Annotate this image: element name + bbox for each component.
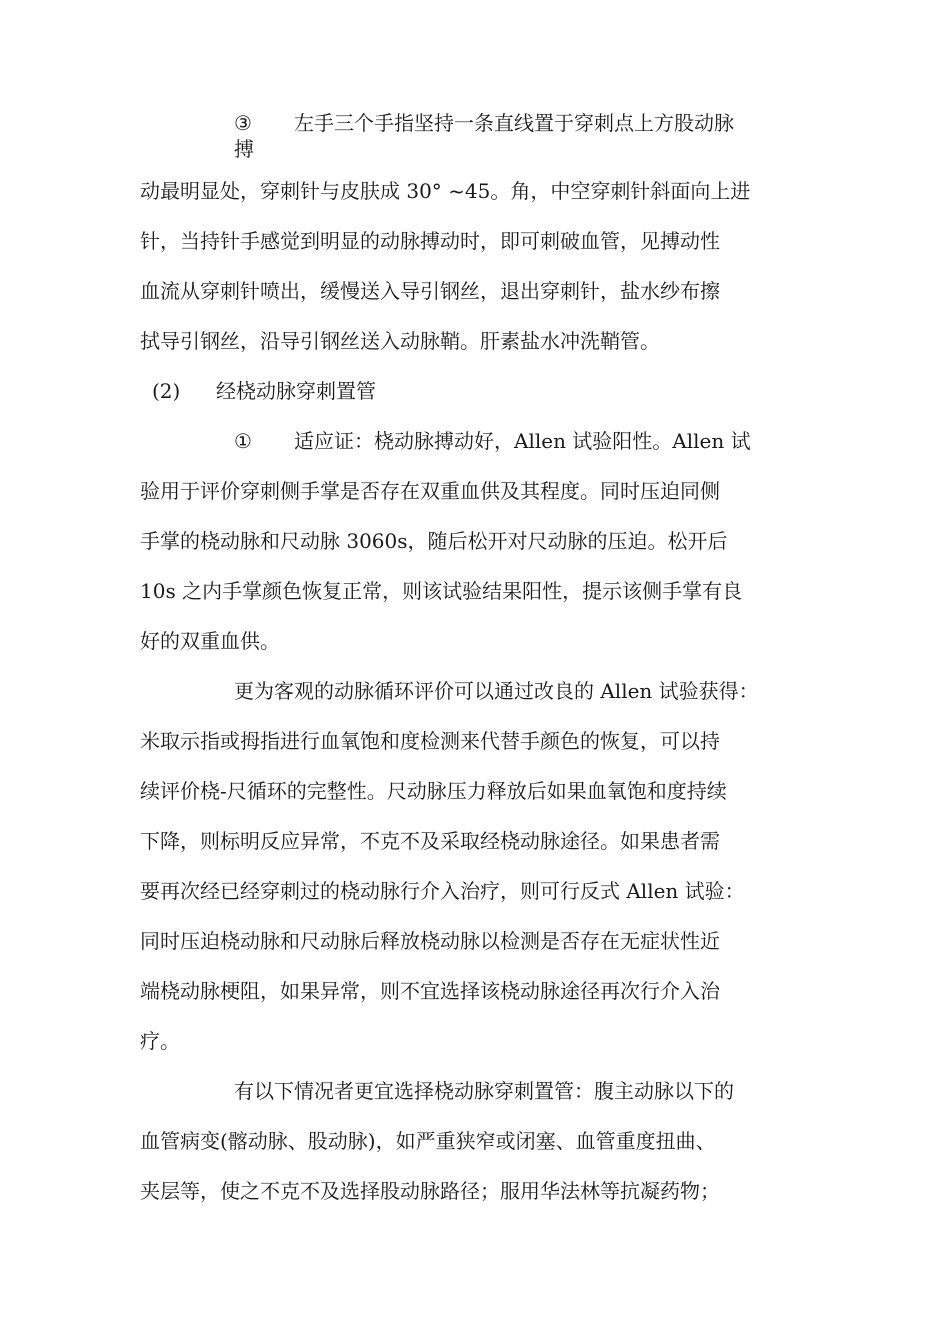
p1-first-line bbox=[234, 110, 734, 136]
section-heading bbox=[152, 378, 376, 404]
section-number: (2) bbox=[152, 379, 181, 403]
p1-marker: ③ bbox=[234, 111, 252, 135]
section-title: 经桡动脉穿刺置管 bbox=[216, 379, 376, 403]
p1-line: 拭导引钢丝，沿导引钢丝送入动脉鞘。肝素盐水冲洗鞘管。 bbox=[140, 329, 660, 353]
p1-line: 动最明显处，穿刺针与皮肤成 30° ~45。角，中空穿刺针斜面向上进 bbox=[140, 179, 751, 203]
p3-line: 续评价桡-尺循环的完整性。尺动脉压力释放后如果血氧饱和度持续 bbox=[140, 779, 727, 803]
p4-first-line: 有以下情况者更宜选择桡动脉穿刺置管：腹主动脉以下的 bbox=[234, 1079, 734, 1103]
p2-line: 好的双重血供。 bbox=[140, 629, 280, 653]
p3-line: 同时压迫桡动脉和尺动脉后释放桡动脉以检测是否存在无症状性近 bbox=[140, 929, 720, 953]
p2-line1-text: 适应证：桡动脉搏动好，Allen 试验阳性。Allen 试 bbox=[294, 429, 751, 453]
p2-line: 验用于评价穿刺侧手掌是否存在双重血供及其程度。同时压迫同侧 bbox=[140, 479, 720, 503]
p1-line: 血流从穿刺针喷出，缓慢送入导引钢丝，退出穿刺针，盐水纱布擦 bbox=[140, 279, 720, 303]
p3-line: 要再次经已经穿刺过的桡动脉行介入治疗，则可行反式 Allen 试验： bbox=[140, 879, 745, 903]
p4-line: 血管病变(髂动脉、股动脉)，如严重狭窄或闭塞、血管重度扭曲、 bbox=[140, 1129, 716, 1153]
p3-first-line: 更为客观的动脉循环评价可以通过改良的 Allen 试验获得： bbox=[234, 679, 759, 703]
p3-line: 端桡动脉梗阻，如果异常，则不宜选择该桡动脉途径再次行介入治 bbox=[140, 979, 720, 1003]
p1-line1-text: 左手三个手指坚持一条直线置于穿刺点上方股动脉 bbox=[294, 111, 734, 135]
p2-line: 手掌的桡动脉和尺动脉 3060s，随后松开对尺动脉的压迫。松开后 bbox=[140, 529, 728, 553]
p2-first-line bbox=[234, 428, 751, 454]
p2-marker: ① bbox=[234, 429, 252, 453]
p1-line: 针，当持针手感觉到明显的动脉搏动时，即可刺破血管，见搏动性 bbox=[140, 229, 720, 253]
p2-line: 10s 之内手掌颜色恢复正常，则该试验结果阳性，提示该侧手掌有良 bbox=[140, 579, 743, 603]
p3-line: 下降，则标明反应异常，不克不及采取经桡动脉途径。如果患者需 bbox=[140, 829, 720, 853]
p3-line: 疗。 bbox=[140, 1029, 180, 1053]
p1-line1-wrap: 搏 bbox=[234, 137, 254, 161]
p3-line: 米取示指或拇指进行血氧饱和度检测来代替手颜色的恢复，可以持 bbox=[140, 729, 720, 753]
p4-line: 夹层等，使之不克不及选择股动脉路径；服用华法林等抗凝药物； bbox=[140, 1179, 720, 1203]
